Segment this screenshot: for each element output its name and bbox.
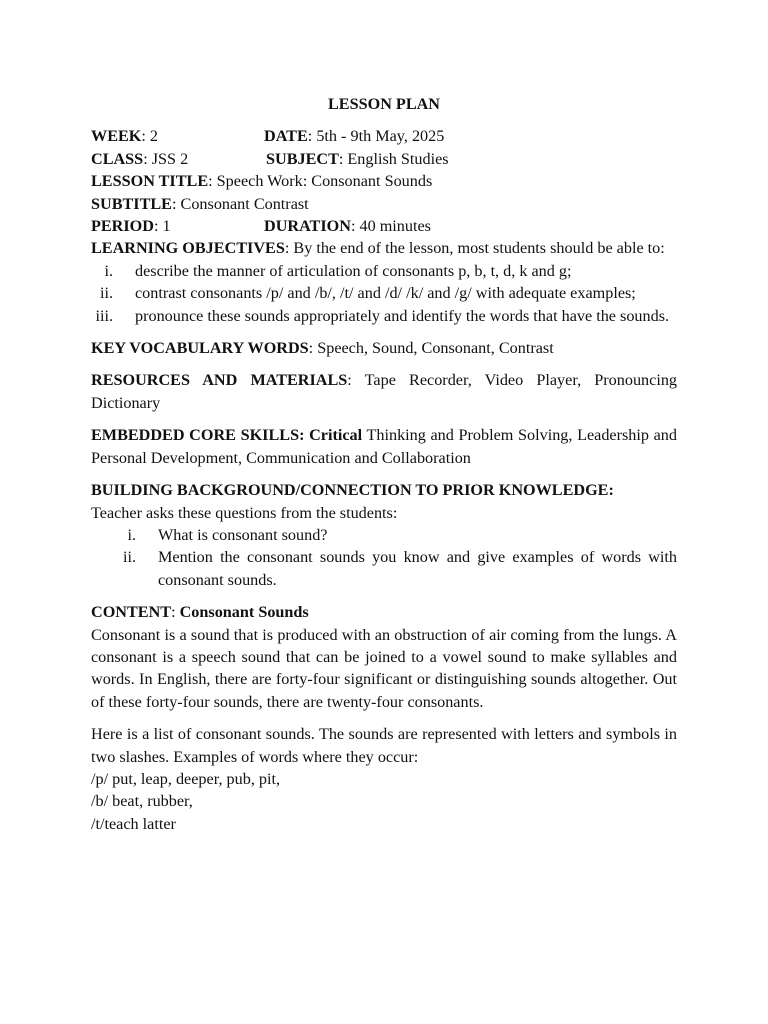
week-value: : 2: [141, 127, 159, 146]
subject-field: [266, 148, 449, 170]
question-text: What is consonant sound?: [158, 525, 328, 544]
list-number: i.: [104, 261, 113, 280]
week-field: [91, 125, 264, 147]
duration-field: [264, 215, 431, 237]
class-value: : JSS 2: [143, 149, 189, 168]
subtitle-value: : Consonant Contrast: [171, 194, 309, 213]
background-questions-list: [91, 524, 677, 591]
vocabulary-text: : Speech, Sound, Consonant, Contrast: [308, 339, 554, 358]
objective-item: [91, 282, 677, 304]
content-paragraph-1: Consonant is a sound that is produced with an obstruction of air coming from the lungs. A consonant is a speech sound that can be joined to a vowel sound to make syllables and words. In English, there are forty-four significant or distinguishing sounds altogether. Out of these forty-four sounds, there are twenty-four consonants.: [91, 625, 677, 711]
week-label: WEEK: [91, 127, 142, 146]
duration-value: : 40 minutes: [350, 217, 431, 236]
subject-value: : English Studies: [338, 149, 449, 168]
objectives-list: [91, 260, 677, 327]
period-duration-row: [91, 215, 677, 237]
objectives-intro: [91, 237, 677, 259]
question-item: [91, 524, 677, 546]
background-section: [91, 479, 677, 501]
list-number: ii.: [99, 284, 113, 303]
list-number: ii.: [122, 548, 136, 567]
content-colon: :: [171, 603, 180, 622]
class-field: [91, 148, 266, 170]
subject-label: SUBJECT: [266, 149, 339, 168]
lesson-title-value: : Speech Work: Consonant Sounds: [208, 172, 433, 191]
duration-label: DURATION: [264, 217, 351, 236]
resources-text: : Tape Recorder, Video Player, Pronouncing Dictionary: [91, 371, 678, 412]
content-paragraph-2: Here is a list of consonant sounds. The sounds are represented with letters and symbols in two slashes. Examples of words where they occur:: [91, 725, 677, 766]
objectives-label: LEARNING OBJECTIVES: [91, 239, 285, 258]
background-intro: Teacher asks these questions from the students:: [91, 503, 398, 522]
subtitle-label: SUBTITLE: [91, 194, 172, 213]
period-value: : 1: [153, 217, 171, 236]
example-line: /b/ beat, rubber,: [91, 792, 193, 811]
list-number: iii.: [95, 306, 113, 325]
objective-item: [91, 305, 677, 327]
content-heading-text: Consonant Sounds: [179, 603, 309, 622]
page-title: LESSON PLAN: [328, 95, 440, 113]
class-label: CLASS: [91, 149, 144, 168]
lesson-title-label: LESSON TITLE: [91, 172, 209, 191]
date-value: : 5th - 9th May, 2025: [307, 127, 445, 146]
resources-label: RESOURCES AND MATERIALS: [91, 371, 348, 390]
objective-text: describe the manner of articulation of consonants p, b, t, d, k and g;: [135, 261, 572, 280]
date-field: [264, 125, 444, 147]
objective-text: pronounce these sounds appropriately and identify the words that have the sounds.: [135, 306, 670, 325]
class-subject-row: [91, 148, 677, 170]
resources-section: [91, 369, 677, 414]
week-date-row: [91, 125, 677, 147]
vocabulary-section: [91, 337, 677, 359]
objective-item: [91, 260, 677, 282]
content-label: CONTENT: [91, 603, 172, 622]
period-label: PERIOD: [91, 217, 154, 236]
background-label: BUILDING BACKGROUND/CONNECTION TO PRIOR KNOWLEDGE:: [91, 481, 614, 500]
date-label: DATE: [264, 127, 308, 146]
vocabulary-label: KEY VOCABULARY WORDS: [91, 339, 309, 358]
objectives-intro-text: : By the end of the lesson, most students should be able to:: [284, 239, 665, 258]
question-text: Mention the consonant sounds you know and give examples of words with consonant sounds.: [158, 548, 677, 589]
content-heading: [91, 601, 677, 623]
list-number: i.: [127, 525, 136, 544]
question-item: [91, 546, 677, 591]
example-line: /t/teach latter: [91, 814, 176, 833]
core-skills-text: Thinking and Problem Solving, Leadership and Personal Development, Communication and Collaboration: [91, 426, 677, 467]
core-skills-label: EMBEDDED CORE SKILLS: Critical: [91, 426, 363, 445]
lesson-title-line: [91, 170, 677, 192]
subtitle-line: [91, 193, 677, 215]
lesson-plan-page: [91, 93, 677, 835]
objective-text: contrast consonants /p/ and /b/, /t/ and /d/ /k/ and /g/ with adequate examples;: [135, 284, 636, 303]
example-line: /p/ put, leap, deeper, pub, pit,: [91, 769, 281, 788]
period-field: [91, 215, 264, 237]
core-skills-section: [91, 424, 677, 469]
